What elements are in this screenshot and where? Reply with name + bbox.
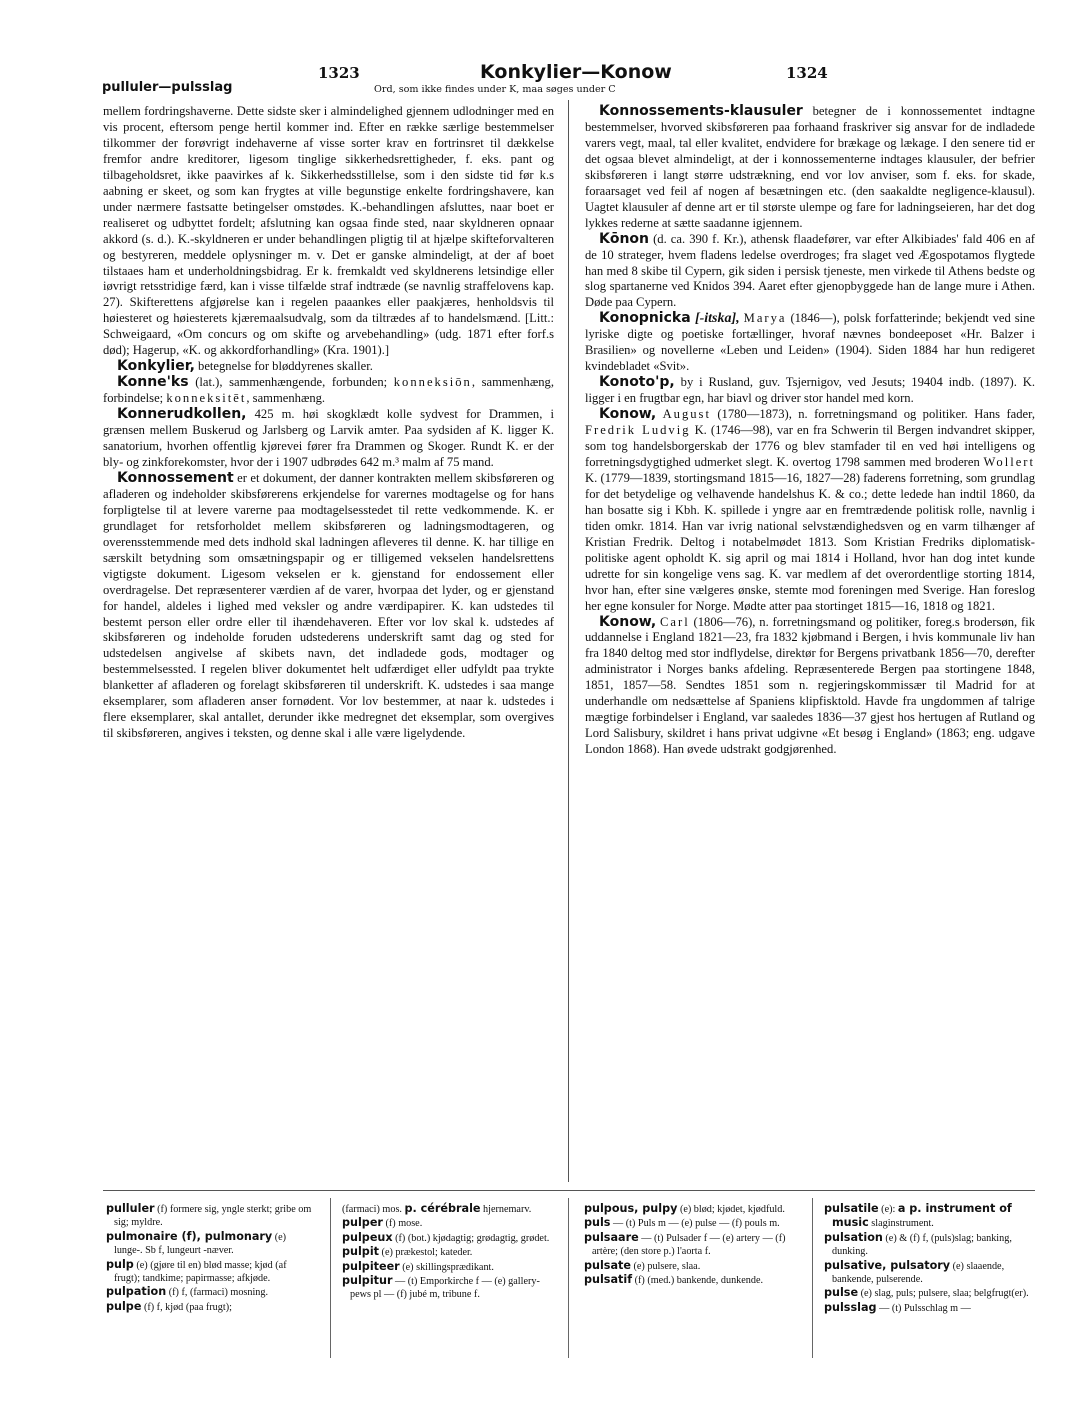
headword: Konnossements-klausuler — [599, 103, 803, 119]
entry-konkurs-continuation: mellem fordringshaverne. Dette sidste sker i almindelighed gjennem udlodninger med en vis procent, eftersom penge hertil kommer ind. Efter en række særlige bestemmelser tilkommer der forøvrigt indehaverne af visse sorter krav en fortrinsret til dækkelse fremfor andre kreditorer, ligesom tinglige sikkerhedsrettigheder, f. eks. pant og tilbageholdsret, ikke paavirkes af k. Sikkerhedsstillelse, som i den sidste tid før k.s aabning er skeet, og som kan frygtes at ville begunstige enkelte fordringshavere, kan under nærmere fastsatte betingelser omstødes. K.-behandlingen afsluttes, naar boet er realiseret og udbyttet fordelt; afslutning kan ogsaa finde sted, naar skyldneren opnaar akkord (s. d.). K.-skyldneren er under behandlingen pligtig til at hjælpe skifteforvalteren og bestyreren, meddele oplysninger m. v. Det er ganske almindeligt, at der af boet tilstaaes ham et underholdningsbidrag. Er k. fremkaldt ved skyldnerens letsindige eller iøvrigt retsstridige færd, kan i visse tilfælde straf indtræde (se navnlig straffelovens kap. 27). Skifterettens afgjørelse kan i regelen paaankes eller paakjæres, henholdsvis til høiesteret og høiesterets kjæremaalsudvalg, som da tiltrædes af to handelsmænd. [Litt.: Schweigaard, «Om concurs og om skifte og arvebehandling» (udg. 1871 efter forf.s død); Hagerup, «K. og akkordforhandling» (Kra. 1901).] — [103, 104, 554, 358]
footer-glossary-col1 — [106, 1202, 314, 1314]
glossary-entry: pulp (e) (gjøre til en) blød masse; kjød (af frugt); tandkime; papirmasse; afkjøde. — [106, 1257, 287, 1285]
entry-konnossements-klausuler: Konnossements-klausuler betegner de i konnossementet indtagne bestemmelser, hvorved skibsføreren paa forhaand fraskriver sig ansvar for de indladede varers vegt, maal, tal eller kvalitet, endvidere for brækage og lækage. I den senere tid er det ogsaa blevet almindeligt, at der i konnossementerne indtages klausuler, der befrier skibsføreren i langt større udstrækning, end vor lov anviser, som f. eks. for skade, foraarsaget ved feil af nogen af besætningen etc. (den saakaldte negligence-klausul). Uagtet klausuler af denne art er til største ulempe og fare for ladningseieren, har det dog lykkes rederne at sætte saadanne igjennem. — [585, 103, 1035, 230]
page-subtitle: Ord, som ikke findes under K, maa søges under C — [374, 84, 616, 95]
glossary-entry: pulmonaire (f), pulmonary (e) lunge-. Sb f, lungeurt -næver. — [106, 1229, 287, 1257]
glossary-entry: pulpe (f) f, kjød (paa frugt); — [106, 1299, 232, 1313]
page-number-left: 1323 — [318, 64, 360, 82]
headword: Konow, — [599, 613, 657, 630]
footer-divider — [103, 1190, 1035, 1191]
glossary-entry: pulsatile (e): a p. instrument of music slaginstrument. — [824, 1202, 1012, 1230]
glossary-entry: pulse (e) slag, puls; pulsere, slaa; belgfrugt(er). — [824, 1286, 1029, 1300]
headword: Konoto'p, — [599, 374, 675, 391]
footer-glossary-col3 — [584, 1202, 792, 1287]
entry-konon: Kōnon (d. ca. 390 f. Kr.), athensk flaadefører, var efter Alkibiades' fald 406 en af de 10 strateger, hvem fladens ledelse overdroges; fra slaget ved Ægospotamos flygtede han med 8 skibe til Cypern, gik siden i persisk tjeneste, men virkede til Athens bedste og slog spartanerne ved Knidos 394. Aaret efter gjenopbyggede han de lange mure i Athen. Døde paa Cypern. — [585, 230, 1035, 310]
headword: Konopnicka — [599, 310, 691, 327]
entry-konnerudkollen: Konnerudkollen, 425 m. høi skogklædt kolle sydvest for Drammen, i grænsen mellem Buskerud og Jarlsberg og Larvik amter. Paa sydsiden af K. ligger K. sanatorium, hvorhen offentlig kjørevei fører fra Drammen og Skoger. Rundt K. er der bly- og zinkforekomster, hvor der i 1907 udbrødes 642 m.³ malm af 75 mand. — [103, 406, 554, 469]
glossary-entry: pulpeux (f) (bot.) kjødagtig; grødagtig, grødet. — [342, 1230, 550, 1244]
glossary-entry: puls — (t) Puls m — (e) pulse — (f) pouls m. — [584, 1216, 780, 1230]
glossary-entry: pulpous, pulpy (e) blød; kjødet, kjødfuld. — [584, 1202, 785, 1215]
page-number-right: 1324 — [786, 64, 828, 82]
glossary-entry: pulsate (e) pulsere, slaa. — [584, 1258, 701, 1272]
glossary-entry: pulluler (f) formere sig, yngle sterkt; gribe om sig; myldre. — [106, 1202, 312, 1229]
footer-column-divider — [812, 1198, 813, 1358]
entry-konow-august: Konow, August (1780—1873), n. forretningsmand og politiker. Hans fader, Fredrik Ludvig K. (1746—98), var en fra Schwerin til Bergen indvandret skipper, som tog handelsborgerskab der 1776 og blev stamfader til en ved høi intelligens og forretningsdygtighed udmerket slegt. K. overtog 1798 sammen med broderen Wollert K. (1779—1839, stortingsmand 1815—16, 1827—28) faderens forretning, som grundlag for det betydelige og velhavende handelshus K. & co.; dette ledede han indtil 1860, da han bosatte sig i Kbh. K. spillede i yngre aar en fremtrædende politisk rolle, navnlig i tiden omkr. 1814. Han var ivrig national selvstændighedsven og en varm tilhænger af Kristian Fredrik. Deltog i notabelmødet 1813. Som Kristian Fredriks diplomatisk-politiske agent opholdt K. sig april og mai 1814 i Holland, hvor han dog intet kunde udrette for sin kongelige vens sag. K. var medlem af det overordentlige storting 1814, hvor han, efter sine vælgeres ønske, stemte mod foreningen med Sverige. Han foreslog her egne konsuler for Norge. Mødte atter paa stortinget 1815—16, 1818 og 1821. — [585, 406, 1035, 613]
glossary-entry: pulsation (e) & (f) f, (puls)slag; banking, dunking. — [824, 1230, 1012, 1258]
entry-konow-carl: Konow, Carl (1806—76), n. forretningsmand og politiker, foreg.s brodersøn, fik uddannelse i England 1821—23, fra 1832 kjøbmand i Bergen, i hvis kommunale liv han fra 1840 deltog med stor indflydelse, direktør for Bergens privatbank 1856—70, derefter administrator i Norges banks afdeling. Repræsenterede Bergen paa stortingene 1848, 1851, 1857—58. Sendtes 1851 som n. regjeringskommissær til Madrid for at underhandle om nedsættelse af Spaniens klipfisktold. Havde fra ungdommen af talrige mægtige forbindelser i England, var saaledes 1836—37 gjest hos hertugen af Rutland og Lord Salisbury, skildret i hans privat udgivne «Et besøg i England» (1863; eng. udgave London 1868). Han øvede udstrakt godgjørenhed. — [585, 613, 1035, 757]
entry-konopnicka: Konopnicka [-itska], Marya (1846—), polsk forfatterinde; bekjendt ved sine lyriske digte og poetiske fortællinger, hvoraf nævnes bondeeposet «Hr. Balzer i Brasilien» og novellerne «Leben und Leiden» (1904). Siden 1884 har hun redigeret kvindebladet «Svit». — [585, 310, 1036, 374]
glossary-entry: pulpitur — (t) Emporkirche f — (e) gallery-pews pl — (f) jubé m, tribune f. — [342, 1274, 540, 1301]
entry-konneks: Konne'ks (lat.), sammenhængende, forbunden; konneksiōn, sammenhæng, forbindelse; konneksitēt, sammenhæng. — [103, 374, 554, 406]
headword: Konkylier, — [117, 358, 195, 375]
guide-words: pulluler—pulsslag — [102, 80, 233, 95]
entry-konotop: Konoto'p, by i Rusland, guv. Tsjernigov, ved Jesuts; 19404 indb. (1897). K. ligger i en frugtbar egn, har biavl og driver stor handel med korn. — [585, 374, 1035, 406]
glossary-entry: pulpiteer (e) skillingsprædikant. — [342, 1259, 494, 1273]
footer-column-divider — [568, 1198, 569, 1358]
glossary-entry: (farmaci) mos. p. cérébrale hjernemarv. — [342, 1202, 532, 1215]
left-column — [103, 104, 554, 742]
glossary-entry: pulsatif (f) (med.) bankende, dunkende. — [584, 1273, 764, 1287]
headword: Konne'ks — [117, 374, 189, 391]
headword: Konnossement — [117, 469, 234, 486]
headword: Konnerudkollen, — [117, 406, 247, 423]
glossary-entry: pulsslag — (t) Pulsschlag m — — [824, 1300, 971, 1314]
footer-column-divider — [330, 1198, 331, 1358]
pronunciation: [-itska], — [690, 311, 740, 327]
glossary-entry: pulsative, pulsatory (e) slaaende, bankende, pulserende. — [824, 1258, 1005, 1286]
page-title: Konkylier—Konow — [480, 61, 672, 83]
glossary-entry: pulper (f) mose. — [342, 1216, 423, 1230]
footer-glossary-col4 — [824, 1202, 1032, 1315]
right-column — [585, 104, 1035, 758]
footer-glossary-col2 — [342, 1202, 550, 1302]
column-divider — [568, 100, 569, 1182]
glossary-entry: pulpit (e) prækestol; kateder. — [342, 1245, 473, 1259]
entry-konkylier: Konkylier, betegnelse for bløddyrenes skaller. — [117, 358, 373, 375]
headword: Konow, — [599, 406, 657, 423]
glossary-entry: pulsaare — (t) Pulsader f — (e) artery — (f) artère; (den store p.) l'aorta f. — [584, 1230, 786, 1258]
glossary-entry: pulpation (f) f, (farmaci) mosning. — [106, 1285, 269, 1299]
entry-konnossement: Konnossement er et dokument, der danner kontrakten mellem skibsføreren og afladeren og indeholder skibsførerens erkjendelse for varernes modtagelse og for hans forpligtelse til at levere varerne paa modtagelsesstedet til rette vedkommende. K. er grundlaget for retsforholdet mellem skibsføreren og ladningsmodtageren, og overensstemmende med dets indhold skal ladningen afleveres til denne. K. har tillige en særskilt betydning som omsætningspapir og er tilligemed vekselen handelsrettens vigtigste dokument. Ligesom vekselen er k. gjenstand for endossement eller overdragelse. Det repræsenterer værdien af de varer, hvorpaa det lyder, og er gjenstand for handel, aldeles i lighed med veksler og andre værdipapirer. K. kan udstedes til bestemt person eller ordre eller til ihændehaveren. Efter vor lov skal k. udstedes af skibsføreren og indeholde foruden udstederens underskrift samt dag og sted for udstedelsen angivelse af skibets navn, det indladede gods, modtager og bestemmelsessted. I regelen bliver dokumentet helt udfærdiget eller udfyldt paa trykte blanketter af afladeren og forelagt skibsføreren til underskrift. K. udstedes i saa mange eksemplarer, som afladeren anser fornødent. Vor lov bestemmer, at naar k. udstedes i flere eksemplarer, skal antallet, derunder ikke medregnet det eksemplar, som overgives til skibsføreren, angives i teksten, og denne skal i alle være ligelydende. — [103, 469, 554, 741]
headword: Kōnon — [599, 230, 650, 247]
